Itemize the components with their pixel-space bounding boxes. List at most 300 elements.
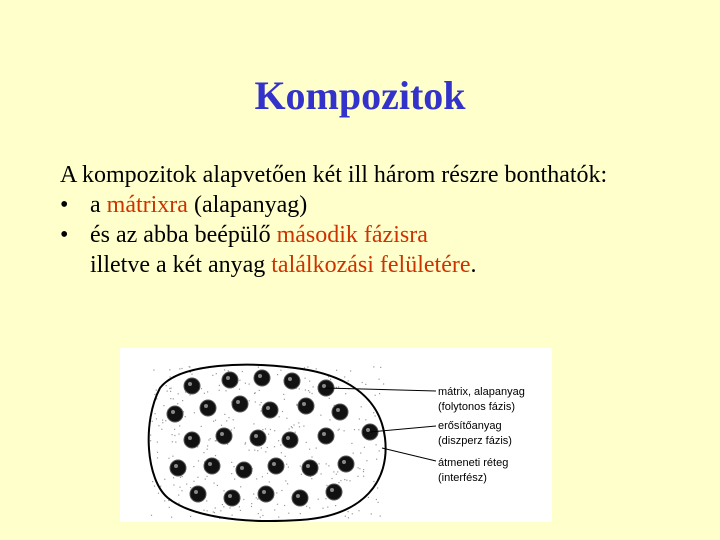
- reinforcement-particle: [338, 456, 354, 472]
- texture-speck: [151, 515, 152, 516]
- texture-speck: [265, 451, 266, 452]
- reinforcement-particle: [262, 402, 278, 418]
- texture-speck: [224, 414, 225, 415]
- texture-speck: [333, 471, 334, 472]
- texture-speck: [345, 393, 346, 394]
- texture-speck: [336, 474, 337, 475]
- particle-highlight: [188, 436, 192, 440]
- particle-highlight: [322, 432, 326, 436]
- texture-speck: [259, 390, 260, 391]
- texture-speck: [309, 507, 310, 508]
- texture-speck: [260, 517, 261, 518]
- texture-speck: [178, 393, 179, 394]
- texture-speck: [173, 484, 174, 485]
- texture-speck: [240, 510, 241, 511]
- texture-speck: [228, 417, 229, 418]
- particle-highlight: [236, 400, 240, 404]
- texture-speck: [283, 394, 284, 395]
- texture-speck: [348, 517, 349, 518]
- texture-speck: [152, 421, 153, 422]
- texture-speck: [300, 466, 301, 467]
- texture-speck: [233, 466, 234, 467]
- intro-text: A kompozitok alapvetően két ill három részre bonthatók:: [60, 162, 608, 188]
- texture-speck: [278, 517, 279, 518]
- texture-speck: [251, 503, 252, 504]
- texture-speck: [306, 442, 307, 443]
- texture-speck: [284, 399, 285, 400]
- texture-speck: [215, 455, 216, 456]
- texture-speck: [178, 503, 179, 504]
- texture-speck: [163, 405, 164, 406]
- texture-speck: [268, 434, 269, 435]
- texture-speck: [193, 466, 194, 467]
- label-matrix-line1: mátrix, alapanyag: [438, 386, 525, 398]
- texture-speck: [232, 515, 233, 516]
- texture-speck: [245, 444, 246, 445]
- reinforcement-particle: [190, 486, 206, 502]
- texture-speck: [231, 473, 232, 474]
- bullet-text-pre: és az abba beépülő: [90, 222, 277, 248]
- reinforcement-particle: [167, 406, 183, 422]
- particle-highlight: [188, 382, 192, 386]
- texture-speck: [377, 487, 378, 488]
- texture-speck: [262, 515, 263, 516]
- reinforcement-particle: [292, 490, 308, 506]
- reinforcement-particle: [224, 490, 240, 506]
- texture-speck: [305, 389, 306, 390]
- texture-speck: [229, 507, 230, 508]
- texture-speck: [257, 450, 258, 451]
- reinforcement-particle: [232, 396, 248, 412]
- texture-speck: [311, 456, 312, 457]
- texture-speck: [280, 444, 281, 445]
- texture-speck: [181, 368, 182, 369]
- texture-speck: [191, 374, 192, 375]
- texture-speck: [164, 479, 165, 480]
- texture-speck: [299, 388, 300, 389]
- texture-speck: [170, 391, 171, 392]
- texture-speck: [171, 388, 172, 389]
- texture-speck: [277, 374, 278, 375]
- particle-highlight: [286, 436, 290, 440]
- texture-speck: [298, 422, 299, 423]
- texture-speck: [258, 367, 259, 368]
- texture-speck: [158, 425, 159, 426]
- particle-highlight: [336, 408, 340, 412]
- particle-highlight: [208, 462, 212, 466]
- reinforcement-particle: [236, 462, 252, 478]
- texture-speck: [279, 416, 280, 417]
- texture-speck: [262, 476, 263, 477]
- reinforcement-particle: [332, 404, 348, 420]
- texture-speck: [174, 429, 175, 430]
- texture-speck: [309, 392, 310, 393]
- texture-speck: [362, 382, 363, 383]
- texture-speck: [225, 390, 226, 391]
- texture-speck: [150, 435, 151, 436]
- reinforcement-particle: [326, 484, 342, 500]
- texture-speck: [239, 380, 240, 381]
- texture-speck: [379, 379, 380, 380]
- texture-speck: [178, 495, 179, 496]
- bullet-text-pre: a: [90, 192, 107, 218]
- texture-speck: [289, 428, 290, 429]
- particle-highlight: [204, 404, 208, 408]
- texture-speck: [156, 390, 157, 391]
- texture-speck: [274, 509, 275, 510]
- particle-highlight: [272, 462, 276, 466]
- texture-speck: [328, 465, 329, 466]
- texture-speck: [301, 474, 302, 475]
- texture-speck: [221, 425, 222, 426]
- texture-speck: [299, 426, 300, 427]
- texture-speck: [178, 434, 179, 435]
- slide-body: [60, 160, 700, 280]
- texture-speck: [277, 504, 278, 505]
- texture-speck: [256, 497, 257, 498]
- texture-speck: [219, 390, 220, 391]
- leader-lines: [325, 388, 436, 461]
- texture-speck: [335, 505, 336, 506]
- texture-speck: [378, 502, 379, 503]
- texture-speck: [265, 428, 266, 429]
- texture-speck: [179, 425, 180, 426]
- texture-speck: [331, 478, 332, 479]
- texture-speck: [321, 473, 322, 474]
- texture-speck: [177, 403, 178, 404]
- texture-speck: [233, 419, 234, 420]
- particle-highlight: [342, 460, 346, 464]
- texture-speck: [338, 430, 339, 431]
- leader-line: [382, 448, 436, 461]
- texture-speck: [254, 393, 255, 394]
- texture-speck: [155, 413, 156, 414]
- texture-speck: [172, 441, 173, 442]
- texture-speck: [168, 458, 169, 459]
- particle-highlight: [306, 464, 310, 468]
- texture-speck: [243, 499, 244, 500]
- texture-speck: [286, 464, 287, 465]
- texture-speck: [259, 404, 260, 405]
- texture-speck: [214, 512, 215, 513]
- texture-speck: [231, 462, 232, 463]
- continuation-text-pre: illetve a két anyag: [90, 252, 272, 278]
- texture-speck: [295, 432, 296, 433]
- texture-speck: [215, 507, 216, 508]
- texture-speck: [154, 486, 155, 487]
- texture-speck: [358, 467, 359, 468]
- texture-speck: [344, 430, 345, 431]
- texture-speck: [219, 385, 220, 386]
- texture-speck: [365, 419, 366, 420]
- composite-diagram-svg: [120, 348, 552, 522]
- texture-speck: [253, 493, 254, 494]
- texture-speck: [308, 390, 309, 391]
- slide-title: Kompozitok: [254, 73, 466, 118]
- texture-speck: [380, 516, 381, 517]
- reinforcement-particle: [184, 432, 200, 448]
- texture-speck: [239, 506, 240, 507]
- texture-speck: [350, 370, 351, 371]
- texture-speck: [172, 434, 173, 435]
- texture-speck: [180, 477, 181, 478]
- texture-speck: [375, 395, 376, 396]
- bullet-item: [60, 220, 700, 250]
- texture-speck: [326, 463, 327, 464]
- texture-speck: [260, 509, 261, 510]
- label-interface-line1: átmeneti réteg: [438, 457, 509, 469]
- texture-speck: [182, 476, 183, 477]
- texture-speck: [179, 368, 180, 369]
- texture-speck: [329, 419, 330, 420]
- texture-speck: [217, 485, 218, 486]
- texture-speck: [303, 426, 304, 427]
- texture-speck: [311, 478, 312, 479]
- reinforcement-particle: [302, 460, 318, 476]
- particle-highlight: [258, 374, 262, 378]
- texture-speck: [344, 479, 345, 480]
- texture-speck: [249, 400, 250, 401]
- bullet-highlight: mátrixra: [106, 192, 188, 218]
- texture-speck: [203, 452, 204, 453]
- texture-speck: [358, 510, 359, 511]
- texture-speck: [340, 480, 341, 481]
- bullet-text-post: (alapanyag): [187, 192, 308, 218]
- particle-highlight: [266, 406, 270, 410]
- texture-speck: [193, 481, 194, 482]
- particle-highlight: [322, 384, 326, 388]
- texture-speck: [296, 405, 297, 406]
- texture-speck: [357, 476, 358, 477]
- texture-speck: [285, 456, 286, 457]
- reinforcement-particle: [250, 430, 266, 446]
- texture-speck: [376, 444, 377, 445]
- texture-speck: [201, 388, 202, 389]
- texture-speck: [169, 507, 170, 508]
- texture-speck: [223, 506, 224, 507]
- reinforcement-particle: [254, 370, 270, 386]
- texture-speck: [228, 370, 229, 371]
- texture-speck: [365, 384, 366, 385]
- texture-speck: [366, 460, 367, 461]
- texture-speck: [376, 499, 377, 500]
- texture-speck: [150, 440, 151, 441]
- texture-speck: [212, 375, 213, 376]
- texture-speck: [280, 370, 281, 371]
- particle-highlight: [171, 410, 175, 414]
- texture-speck: [373, 366, 374, 367]
- texture-speck: [189, 394, 190, 395]
- texture-speck: [359, 468, 360, 469]
- texture-speck: [213, 421, 214, 422]
- texture-speck: [376, 459, 377, 460]
- reinforcement-particle: [222, 372, 238, 388]
- composite-diagram: [120, 348, 552, 522]
- label-reinforcement-line1: erősítőanyag: [438, 420, 502, 432]
- texture-speck: [207, 449, 208, 450]
- label-matrix-line2: (folytonos fázis): [438, 401, 516, 413]
- texture-speck: [326, 485, 327, 486]
- bullet-icon: •: [60, 192, 69, 218]
- texture-speck: [249, 450, 250, 451]
- texture-speck: [345, 516, 346, 517]
- label-matrix: [438, 386, 525, 413]
- reinforcement-particle: [318, 428, 334, 444]
- texture-speck: [320, 415, 321, 416]
- texture-speck: [216, 373, 217, 374]
- texture-speck: [161, 429, 162, 430]
- texture-speck: [223, 490, 224, 491]
- texture-speck: [267, 473, 268, 474]
- texture-speck: [190, 487, 191, 488]
- texture-speck: [215, 440, 216, 441]
- texture-speck: [337, 471, 338, 472]
- texture-speck: [162, 422, 163, 423]
- label-reinforcement: [438, 420, 512, 447]
- texture-speck: [156, 418, 157, 419]
- reinforcement-particle: [268, 458, 284, 474]
- texture-speck: [201, 426, 202, 427]
- particle-highlight: [262, 490, 266, 494]
- texture-speck: [170, 398, 171, 399]
- texture-speck: [255, 401, 256, 402]
- label-interface: [438, 457, 508, 484]
- reinforcement-particle: [284, 373, 300, 389]
- texture-speck: [325, 498, 326, 499]
- texture-speck: [361, 406, 362, 407]
- particle-highlight: [330, 488, 334, 492]
- texture-speck: [210, 438, 211, 439]
- texture-speck: [222, 504, 223, 505]
- reinforcement-particle: [184, 378, 200, 394]
- texture-speck: [288, 467, 289, 468]
- texture-speck: [207, 510, 208, 511]
- texture-speck: [276, 492, 277, 493]
- texture-speck: [375, 415, 376, 416]
- texture-speck: [309, 449, 310, 450]
- reinforcement-particle: [200, 400, 216, 416]
- texture-speck: [312, 393, 313, 394]
- texture-speck: [208, 439, 209, 440]
- texture-speck: [330, 379, 331, 380]
- texture-speck: [179, 487, 180, 488]
- texture-speck: [300, 513, 301, 514]
- particle-highlight: [254, 434, 258, 438]
- particle-highlight: [226, 376, 230, 380]
- texture-speck: [354, 429, 355, 430]
- texture-speck: [256, 478, 257, 479]
- texture-speck: [380, 367, 381, 368]
- texture-speck: [197, 477, 198, 478]
- texture-speck: [206, 500, 207, 501]
- texture-speck: [353, 453, 354, 454]
- texture-speck: [206, 476, 207, 477]
- label-reinforcement-line2: (diszperz fázis): [438, 435, 512, 447]
- texture-speck: [358, 429, 359, 430]
- texture-speck: [220, 510, 221, 511]
- texture-speck: [348, 380, 349, 381]
- texture-speck: [368, 497, 369, 498]
- particle-highlight: [174, 464, 178, 468]
- texture-speck: [269, 481, 270, 482]
- leader-line: [325, 388, 436, 391]
- texture-speck: [336, 370, 337, 371]
- particle-highlight: [220, 432, 224, 436]
- texture-speck: [239, 389, 240, 390]
- particle-highlight: [366, 428, 370, 432]
- texture-speck: [169, 369, 170, 370]
- particles-group: [167, 370, 378, 506]
- texture-speck: [293, 424, 294, 425]
- particle-highlight: [194, 490, 198, 494]
- texture-speck: [190, 516, 191, 517]
- texture-speck: [234, 479, 235, 480]
- texture-speck: [204, 393, 205, 394]
- texture-speck: [267, 447, 268, 448]
- texture-speck: [270, 429, 271, 430]
- bullet-icon: •: [60, 222, 69, 248]
- texture-speck: [169, 388, 170, 389]
- texture-speck: [171, 517, 172, 518]
- texture-speck: [203, 510, 204, 511]
- texture-speck: [379, 393, 380, 394]
- texture-speck: [318, 499, 319, 500]
- texture-speck: [329, 398, 330, 399]
- texture-speck: [185, 416, 186, 417]
- texture-speck: [242, 371, 243, 372]
- texture-speck: [363, 471, 364, 472]
- texture-speck: [313, 386, 314, 387]
- texture-speck: [207, 445, 208, 446]
- texture-speck: [186, 484, 187, 485]
- texture-speck: [261, 402, 262, 403]
- texture-speck: [173, 398, 174, 399]
- texture-speck: [251, 506, 252, 507]
- label-interface-line2: (interfész): [438, 472, 487, 484]
- texture-speck: [344, 376, 345, 377]
- texture-speck: [160, 486, 161, 487]
- texture-speck: [157, 442, 158, 443]
- texture-speck: [274, 446, 275, 447]
- texture-speck: [172, 456, 173, 457]
- particle-highlight: [288, 377, 292, 381]
- texture-speck: [245, 442, 246, 443]
- texture-speck: [152, 481, 153, 482]
- texture-speck: [224, 369, 225, 370]
- reinforcement-particle: [170, 460, 186, 476]
- texture-speck: [307, 366, 308, 367]
- particle-highlight: [296, 494, 300, 498]
- texture-speck: [215, 420, 216, 421]
- texture-speck: [174, 435, 175, 436]
- particle-highlight: [302, 402, 306, 406]
- texture-speck: [240, 486, 241, 487]
- texture-speck: [349, 480, 350, 481]
- texture-speck: [305, 378, 306, 379]
- texture-speck: [319, 463, 320, 464]
- texture-speck: [213, 511, 214, 512]
- texture-speck: [261, 447, 262, 448]
- texture-speck: [205, 479, 206, 480]
- texture-speck: [173, 477, 174, 478]
- texture-speck: [154, 394, 155, 395]
- texture-speck: [231, 429, 232, 430]
- leader-line: [370, 426, 436, 432]
- texture-speck: [249, 384, 250, 385]
- texture-speck: [338, 482, 339, 483]
- particle-highlight: [228, 494, 232, 498]
- texture-speck: [226, 420, 227, 421]
